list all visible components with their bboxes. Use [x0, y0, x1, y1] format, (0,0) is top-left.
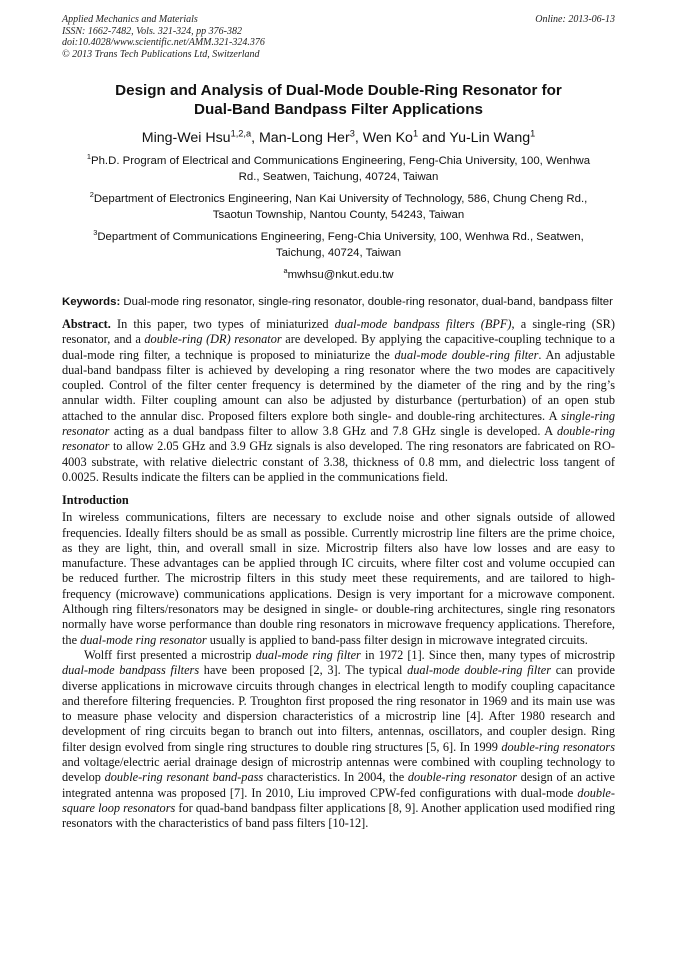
section-heading-introduction: Introduction — [62, 493, 129, 508]
abstract-text: to allow 2.05 GHz and 3.9 GHz signals is also developed. The ring resonators are fabricated on RO-4003 substrate, with relative dielectric constant of 3.38, thickness of 0.8 mm, and dielectric loss tangent of 0.0025. Results indicate the filters can be applied in the communications field. — [62, 439, 615, 484]
abstract-term: double-ring resonator — [62, 424, 615, 454]
paragraph-text: usually is applied to band-pass filter design in microwave integrated circuits. — [206, 632, 588, 647]
affiliation-line — [62, 229, 615, 245]
affiliation-line — [62, 153, 615, 169]
abstract — [62, 317, 615, 485]
paper-title — [62, 81, 615, 119]
paragraph-text: in 1972 [1]. Since then, many types of microstrip — [360, 647, 616, 662]
paragraph-text: Wolff first presented a microstrip — [84, 647, 256, 662]
email-sup: a — [283, 266, 288, 276]
paragraph-term: dual-mode bandpass filters — [62, 663, 200, 678]
paragraph-term: double-ring resonators — [501, 739, 615, 754]
journal-name: Applied Mechanics and Materials — [62, 14, 198, 25]
author-sep: , — [251, 130, 259, 146]
abstract-text: acting as a dual bandpass filter to allow 3.8 GHz and 7.8 GHz single is developed. A — [109, 424, 557, 439]
affiliation-text: Taichung, 40724, Taiwan — [275, 247, 402, 259]
abstract-text: are developed. By applying the capacitive-coupling technique to a dual-mode ring filter, a technique is proposed to miniaturize the — [62, 332, 615, 362]
author-3-sup: 1 — [412, 128, 419, 139]
affiliation-sup: 1 — [86, 152, 91, 162]
abstract-text: . An adjustable dual-band bandpass filter is achieved by developing a ring resonator where the two modes are capacitively coupled. Control of the filter center frequency is determined by the diameter of the ring and by the ring’s annular width. Filter coupling amount can also be adjusted by disturbance (perturbation) of an open stub attached to the annular disc. Proposed filters explore both single- and double-ring architectures. A — [62, 347, 615, 423]
journal-header — [62, 14, 615, 60]
affiliation-text: Ph.D. Program of Electrical and Communications Engineering, Feng-Chia University, 100, Wenhwa — [91, 155, 591, 167]
keywords — [62, 295, 615, 310]
paragraph-term: double-ring resonator — [407, 770, 517, 785]
paragraph-term: dual-mode ring resonator — [80, 632, 207, 647]
author-1-sup: 1,2,a — [230, 128, 252, 139]
paragraph-text: characteristics. In 2004, the — [263, 770, 408, 785]
issn-line: ISSN: 1662-7482, Vols. 321-324, pp 376-382 — [62, 25, 242, 37]
paragraph-text: for quad-band bandpass filter applications [8, 9]. Another application used modified ring resonators with the characteristics of band pass filters [10-12]. — [62, 800, 615, 831]
affiliation-text: Tsaotun Township, Nantou County, 54243, Taiwan — [212, 209, 465, 221]
paper-page — [62, 14, 615, 832]
title-line-1: Design and Analysis of Dual-Mode Double-Ring Resonator for — [115, 82, 562, 99]
author-4-sup: 1 — [530, 128, 536, 139]
affiliation-sup: 3 — [93, 228, 98, 238]
affiliation-text: Rd., Seatwen, Taichung, 40724, Taiwan — [238, 171, 439, 183]
paragraph-text: In wireless communications, filters are necessary to exclude noise and other signals outside of allowed frequencies. Ideally filters should be as small as possible. Currently microstrip line filters are the prime choice, as they are light, thin, and overall small in size. Microstrip filters also have low losses and are easy to manufacture. These advantages can be applied through IC circuits, where filter cost and volume occupied can be reduced further. The microstrip filters in this study meet these requirements, and are tailored to high-frequency (microwave) communications applications. Design is very important for a microwave component. Although ring filters/resonators may be designed in single- or double-ring architectures, single ring resonators normally have worse performance than double ring resonators in microwave frequency applications. Therefore, the — [62, 510, 615, 647]
affiliation-1 — [62, 153, 615, 185]
author-sep: , — [354, 130, 363, 146]
author-3: Wen Ko — [362, 130, 413, 146]
abstract-term: single-ring resonator — [62, 408, 615, 439]
author-1: Ming-Wei Hsu — [141, 130, 231, 146]
intro-paragraph-1 — [62, 510, 615, 648]
email-address[interactable]: mwhsu@nkut.edu.tw — [287, 269, 394, 281]
paragraph-text: design of an active integrated antenna was proposed [7]. In 2010, Liu improved CPW-fed configurations with dual-mode — [62, 770, 615, 800]
abstract-term: dual-mode double-ring filter — [394, 347, 539, 362]
paragraph-term: dual-mode double-ring filter — [407, 663, 552, 678]
affiliation-sup: 2 — [89, 190, 94, 200]
paragraph-text: have been proposed [2, 3]. The typical — [199, 663, 408, 678]
author-2-sup: 3 — [349, 128, 355, 139]
affiliation-text: Department of Communications Engineering, Feng-Chia University, 100, Wenhwa Rd., Seatwen, — [97, 231, 584, 243]
affiliation-2 — [62, 191, 615, 223]
abstract-text: , a single-ring (SR) resonator, and a — [62, 317, 615, 347]
title-line-2: Dual-Band Bandpass Filter Applications — [194, 101, 483, 118]
online-date: Online: 2013-06-13 — [535, 14, 615, 25]
paragraph-text: can provide diverse applications in microwave circuits through changes in electrical length to modify coupling capacitance and therefore filtering frequencies. P. Troughton first proposed the ring resonator in 1969 and its main use was to measure phase velocity and dispersion characteristics of a microstrip line [4]. After 1980 research and development of ring circuits began to branch out into filters, antennas, oscillators, and coupler design. Ring filter design evolved from single ring structures to double ring structures [5, 6]. In 1999 — [62, 663, 616, 754]
abstract-term: double-ring (DR) resonator — [144, 332, 282, 347]
author-2: Man-Long Her — [258, 130, 350, 146]
abstract-text: In this paper, two types of miniaturized — [110, 317, 335, 331]
paragraph-term: double-square loop resonators — [62, 785, 615, 815]
doi-line[interactable]: doi:10.4028/www.scientific.net/AMM.321-324.376 — [62, 37, 265, 48]
keywords-text: Dual-mode ring resonator, single-ring resonator, double-ring resonator, dual-band, bandpass filter — [123, 296, 613, 308]
author-sep: and — [418, 130, 450, 146]
paragraph-term: double-ring resonant band-pass — [104, 770, 264, 785]
affiliation-line — [62, 191, 615, 207]
affiliation-3 — [62, 229, 615, 261]
affiliation-text: Department of Electronics Engineering, Nan Kai University of Technology, 586, Chung Cheng Rd., — [93, 193, 588, 205]
author-4: Yu-Lin Wang — [449, 130, 531, 146]
intro-paragraph-2 — [62, 648, 615, 832]
abstract-term: dual-mode bandpass filters (BPF) — [334, 317, 512, 331]
copyright-line: © 2013 Trans Tech Publications Ltd, Switzerland — [62, 48, 260, 60]
paragraph-text: and voltage/electric aerial drainage design of microstrip antennas were combined with coupling technology to develop — [62, 755, 615, 785]
abstract-label: Abstract. — [62, 317, 111, 331]
paragraph-term: dual-mode ring filter — [255, 647, 361, 662]
corresponding-email — [62, 267, 615, 283]
keywords-label: Keywords: — [62, 296, 121, 308]
author-list — [62, 129, 615, 147]
